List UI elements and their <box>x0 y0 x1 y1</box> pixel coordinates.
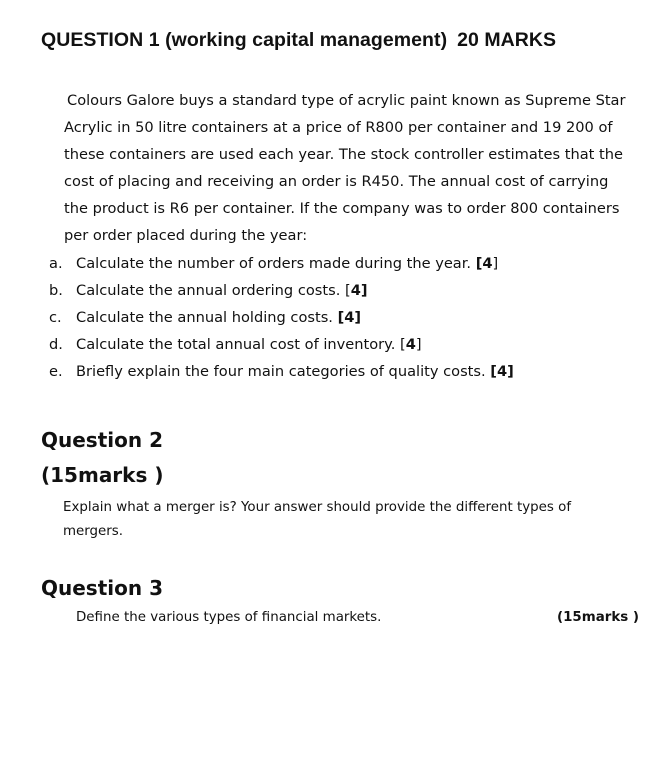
paragraph-line: cost of placing and receiving an order is R450. The annual cost of carrying <box>64 173 609 190</box>
paragraph-line: Acrylic in 50 litre containers at a price of R800 per container and 19 200 of <box>64 119 613 136</box>
question-2-body-line: mergers. <box>63 524 124 539</box>
list-letter: c. <box>49 309 62 326</box>
paragraph-line: the product is R6 per container. If the company was to order 800 containers <box>64 200 620 217</box>
list-letter: a. <box>49 255 63 272</box>
list-item <box>49 282 368 299</box>
paragraph-line: per order placed during the year: <box>64 227 308 244</box>
marks-normal: ] <box>415 336 422 353</box>
marks-bold: [4] <box>490 363 514 380</box>
list-letter: b. <box>49 282 63 299</box>
paragraph-line: Colours Galore buys a standard type of acrylic paint known as Supreme Star <box>67 92 626 109</box>
list-text: Calculate the total annual cost of inventory. <box>76 336 400 353</box>
marks-bold: [4] <box>337 309 362 326</box>
paragraph-line: these containers are used each year. The stock controller estimates that the <box>64 146 623 163</box>
list-letter: d. <box>49 336 63 353</box>
marks-bold: 4] <box>350 282 368 299</box>
marks-normal: [ <box>400 336 406 353</box>
question-2-body-line: Explain what a merger is? Your answer should provide the different types of <box>63 500 572 515</box>
list-text: Calculate the annual ordering costs. <box>76 282 345 299</box>
question-3-body: Define the various types of financial markets. <box>76 610 382 625</box>
question-1-heading <box>41 29 556 52</box>
list-item <box>49 336 422 353</box>
marks-bold: 4 <box>405 336 416 353</box>
question-1-title: QUESTION 1 (working capital management) <box>41 29 448 51</box>
question-3-marks: (15marks ) <box>556 610 639 625</box>
marks-normal: ] <box>492 255 499 272</box>
question-2-title: Question 2 <box>41 428 163 452</box>
list-text: Calculate the number of orders made during the year. <box>76 255 476 272</box>
question-1-marks: 20 MARKS <box>457 29 557 51</box>
list-item <box>49 309 361 326</box>
question-3-title: Question 3 <box>41 576 163 600</box>
list-text: Calculate the annual holding costs. <box>76 309 338 326</box>
list-item <box>49 255 498 272</box>
marks-normal: [ <box>345 282 351 299</box>
question-2-marks: (15marks ) <box>41 463 164 487</box>
marks-bold: [4 <box>475 255 493 272</box>
list-item <box>49 363 514 380</box>
list-letter: e. <box>49 363 63 380</box>
list-text: Briefly explain the four main categories of quality costs. <box>76 363 491 380</box>
